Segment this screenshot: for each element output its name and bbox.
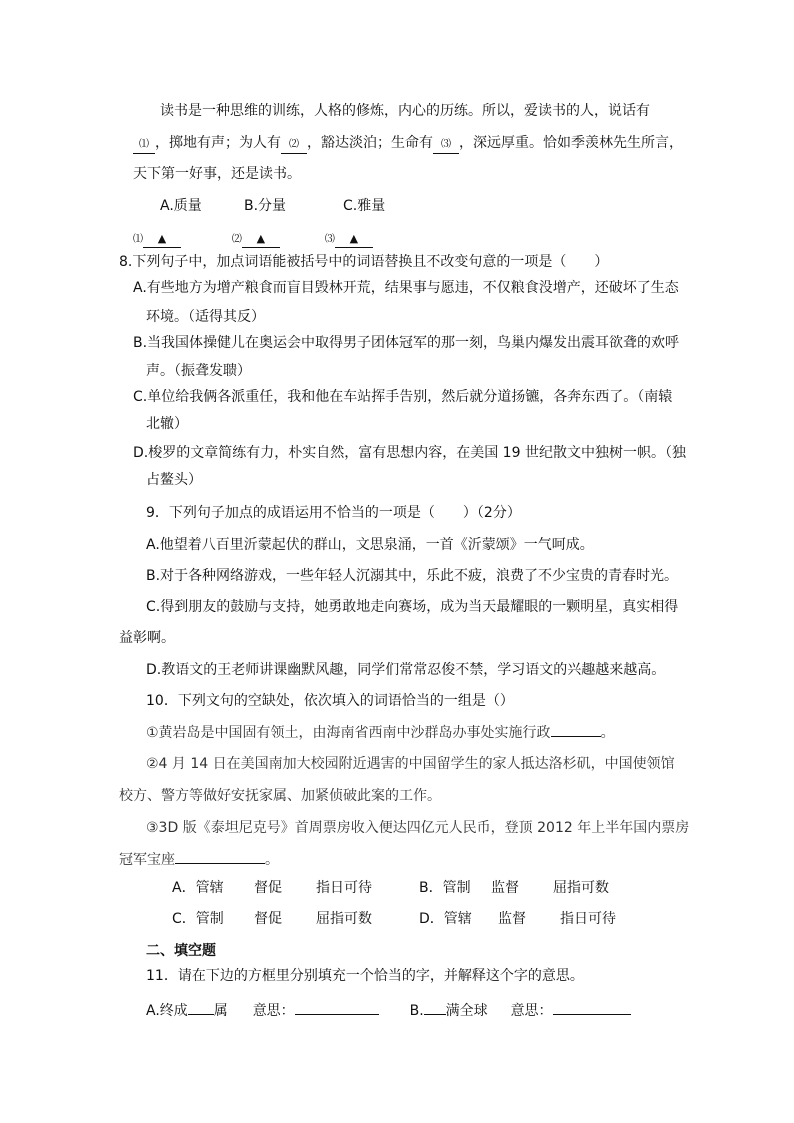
- q10-sentence-2-1: ②4 月 14 日在美国南加大校园附近遇害的中国留学生的家人抵达洛杉矶，中国使领馆: [146, 756, 675, 772]
- q11-b-box[interactable]: [424, 1000, 446, 1015]
- q10-option-c-1: C．管制: [172, 911, 224, 927]
- q11-a-meaning-blank[interactable]: [295, 1000, 379, 1015]
- q11-stem: 11．请在下边的方框里分别填充一个恰当的字，并解释这个字的意思。: [146, 968, 584, 984]
- q9-stem: 9．下列句子加点的成语运用不恰当的一项是（ ）（2分）: [146, 505, 521, 521]
- q10-stem: 10．下列文句的空缺处，依次填入的词语恰当的一组是（）: [146, 693, 514, 709]
- q10-option-d-2: 监督: [498, 911, 526, 927]
- answer-line: [133, 228, 373, 250]
- q8-option-a-1: A.有些地方为增产粮食而盲目毁林开荒，结果事与愿违，不仅粮食没增产，还破坏了生态: [133, 280, 679, 296]
- answer-label-3: ⑶: [324, 234, 335, 245]
- q10-sentence-3-text: 冠军宝座: [119, 852, 175, 868]
- q8-option-c-2: 北辙）: [146, 416, 188, 432]
- blank-3: ⑶: [433, 137, 459, 154]
- q9-option-a: A.他望着八百里沂蒙起伏的群山，文思泉涌，一首《沂蒙颂》一气呵成。: [146, 537, 594, 553]
- choice-c: C.雅量: [343, 198, 386, 214]
- choice-b: B.分量: [244, 198, 287, 214]
- choice-a: A.质量: [160, 198, 202, 214]
- q8-option-c-1: C.单位给我俩各派重任，我和他在车站挥手告别，然后就分道扬镳，各奔东西了。（南辕: [133, 389, 673, 405]
- q10-option-b-1: B．管制: [419, 880, 471, 896]
- passage-text: ，豁达淡泊；生命有: [307, 135, 433, 151]
- q10-option-b-3: 屈指可数: [553, 880, 609, 896]
- q8-option-b-1: B.当我国体操健儿在奥运会中取得男子团体冠军的那一刻，鸟巢内爆发出震耳欲聋的欢呼: [133, 335, 680, 351]
- q10-option-a-1: A．管辖: [172, 880, 224, 896]
- q9-option-c-2: 益彰啊。: [119, 630, 175, 646]
- q8-stem: 8.下列句子中，加点词语能被括号中的词语替换且不改变句意的一项是（ ）: [119, 254, 609, 270]
- answer-label-2: ⑵: [231, 234, 242, 245]
- q10-option-d-3: 指日可待: [560, 911, 616, 927]
- q9-option-c-1: C.得到朋友的鼓励与支持，她勇敢地走向赛场，成为当天最耀眼的一颗明星，真实相得: [146, 599, 679, 615]
- q11-b-meaning-blank[interactable]: [553, 1000, 631, 1015]
- q11-a-suffix: 属: [213, 1003, 228, 1019]
- passage-line-3: 天下第一好事，还是读书。: [133, 166, 301, 182]
- q10-option-b-2: 监督: [491, 880, 519, 896]
- answer-blank-3[interactable]: ▲: [335, 231, 373, 248]
- q11-line: [146, 1000, 631, 1021]
- passage-line-1: 读书是一种思维的训练，人格的修炼，内心的历练。所以，爱读书的人，说话有: [160, 103, 650, 119]
- q10-sentence-3-end: 。: [265, 852, 279, 868]
- answer-blank-1[interactable]: ▲: [143, 231, 181, 248]
- q10-sentence-3-1: ③3D 版《泰坦尼克号》首周票房收入便达四亿元人民币，登顶 2012 年上半年国内票房: [146, 820, 690, 836]
- q11-a-meaning-label: 意思：: [252, 1003, 295, 1019]
- q10-sentence-1: [146, 722, 615, 743]
- answer-label-1: ⑴: [133, 234, 143, 245]
- answer-blank-2[interactable]: ▲: [242, 231, 280, 248]
- q8-option-b-2: 声。（振聋发聩）: [146, 363, 251, 379]
- passage-line-2: [133, 133, 683, 154]
- blank-1: ⑴: [133, 137, 155, 154]
- q10-sentence-2-2: 校方、警方等做好安抚家属、加紧侦破此案的工作。: [119, 788, 441, 804]
- q10-sentence-1-text: ①黄岩岛是中国固有领土，由海南省西南中沙群岛办事处实施行政: [146, 725, 551, 741]
- passage-text: ，深远厚重。恰如季羡林先生所言，: [459, 135, 683, 151]
- q11-b-meaning-label: 意思：: [510, 1003, 553, 1019]
- q11-a-prefix: A.终成: [146, 1003, 188, 1019]
- q8-option-d-2: 占鳌头）: [146, 472, 202, 488]
- section-title: 二、填空题: [146, 943, 216, 959]
- q8-option-d-1: D.梭罗的文章简练有力，朴实自然，富有思想内容，在美国 19 世纪散文中独树一帜。（独: [133, 445, 686, 461]
- q10-blank-2[interactable]: [175, 849, 265, 864]
- q9-option-b: B.对于各种网络游戏，一些年轻人沉溺其中，乐此不疲，浪费了不少宝贵的青春时光。: [146, 568, 679, 584]
- passage-text: ，掷地有声；为人有: [155, 135, 281, 151]
- blank-2: ⑵: [281, 137, 307, 154]
- q10-option-a-2: 督促: [254, 880, 282, 896]
- q10-option-c-3: 屈指可数: [316, 911, 372, 927]
- q11-b-suffix: 满全球: [445, 1003, 488, 1019]
- q10-option-a-3: 指日可待: [316, 880, 372, 896]
- q10-blank-1[interactable]: [551, 722, 601, 737]
- q8-option-a-2: 环境。（适得其反）: [146, 309, 265, 325]
- q11-b-prefix: B.: [409, 1003, 424, 1019]
- q9-option-d: D.教语文的王老师讲课幽默风趣，同学们常常忍俊不禁，学习语文的兴趣越来越高。: [146, 662, 666, 678]
- q10-sentence-3-2: [119, 849, 279, 870]
- q10-option-d-1: D．管辖: [419, 911, 472, 927]
- q11-a-box[interactable]: [188, 1000, 214, 1015]
- q10-sentence-1-end: 。: [600, 725, 615, 741]
- q10-option-c-2: 督促: [254, 911, 282, 927]
